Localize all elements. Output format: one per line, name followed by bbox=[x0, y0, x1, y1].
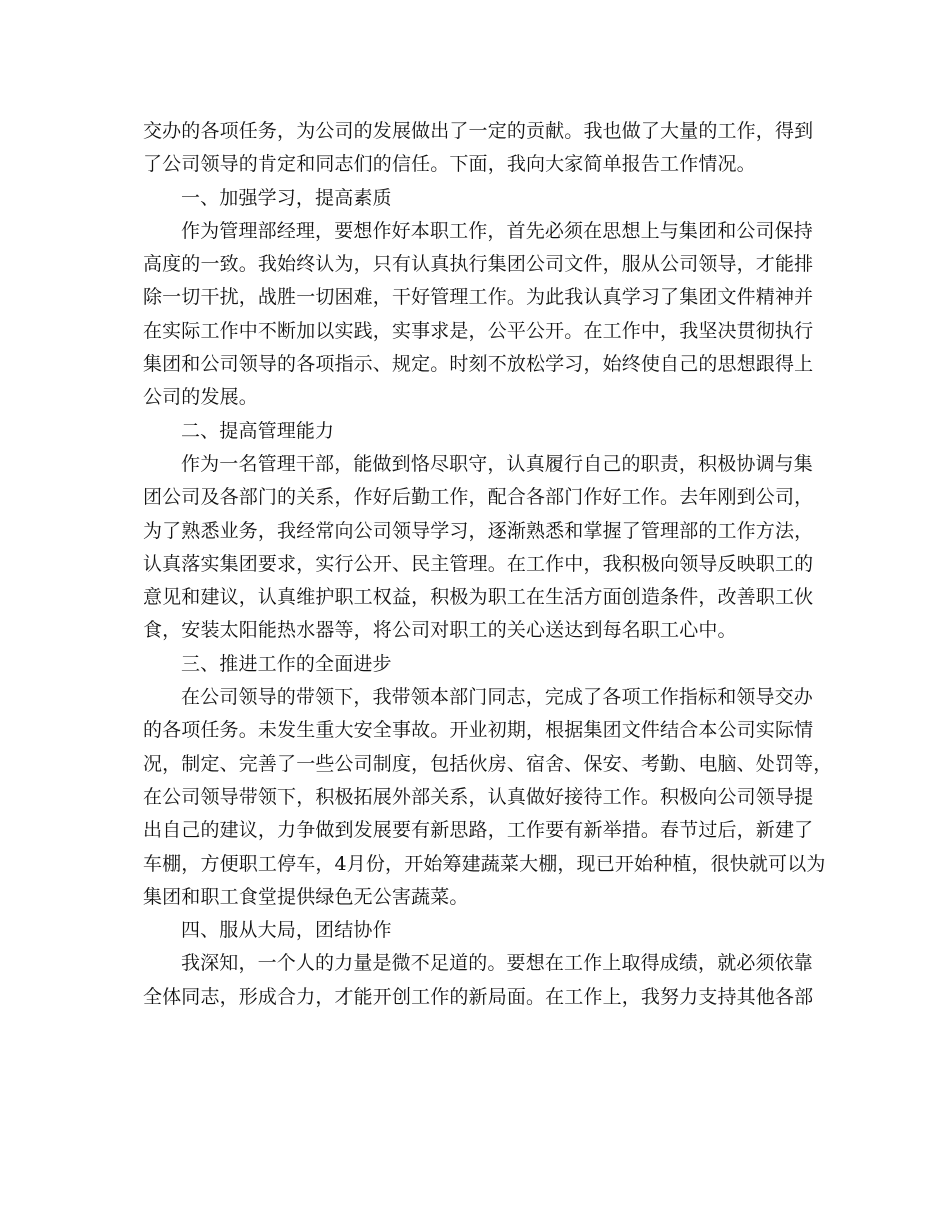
text-line: 意见和建议，认真维护职工权益，积极为职工在生活方面创造条件，改善职工伙 bbox=[143, 586, 814, 609]
body-paragraph bbox=[143, 448, 814, 648]
text-line: 况，制定、完善了一些公司制度，包括伙房、宿舍、保安、考勤、电脑、处罚等， bbox=[143, 752, 833, 775]
text-line: 出自己的建议，力争做到发展要有新思路，工作要有新举措。春节过后，新建了 bbox=[143, 819, 814, 842]
text-line: 全体同志，形成合力，才能开创工作的新局面。在工作上，我努力支持其他各部 bbox=[143, 985, 814, 1008]
text-line: 在公司领导带领下，积极拓展外部关系，认真做好接待工作。积极向公司领导提 bbox=[143, 785, 814, 808]
text-line: 四、服从大局，团结协作 bbox=[181, 919, 392, 942]
body-paragraph bbox=[143, 681, 833, 914]
text-line: 一、加强学习，提高素质 bbox=[181, 186, 392, 209]
text-line: 公司的发展。 bbox=[143, 386, 258, 409]
text-line: 高度的一致。我始终认为，只有认真执行集团公司文件，服从公司领导，才能排 bbox=[143, 253, 814, 276]
text-line: 在公司领导的带领下，我带领本部门同志，完成了各项工作指标和领导交办 bbox=[181, 686, 813, 709]
text-line: 三、推进工作的全面进步 bbox=[181, 652, 392, 675]
section-heading bbox=[143, 415, 811, 448]
text-line: 在实际工作中不断加以实践，实事求是，公平公开。在工作中，我坚决贯彻执行 bbox=[143, 319, 814, 342]
section-heading bbox=[143, 914, 811, 947]
text-line: 集团和公司领导的各项指示、规定。时刻不放松学习，始终使自己的思想跟得上 bbox=[143, 353, 814, 376]
section-heading bbox=[143, 182, 811, 215]
text-line: 为了熟悉业务，我经常向公司领导学习，逐渐熟悉和掌握了管理部的工作方法， bbox=[143, 519, 814, 542]
text-line: 作为管理部经理，要想作好本职工作，首先必须在思想上与集团和公司保持 bbox=[181, 219, 813, 242]
section-heading bbox=[143, 648, 811, 681]
text-line: 团公司及各部门的关系，作好后勤工作，配合各部门作好工作。去年刚到公司， bbox=[143, 486, 814, 509]
body-paragraph bbox=[143, 115, 814, 182]
body-paragraph bbox=[143, 947, 814, 1014]
body-paragraph bbox=[143, 215, 814, 415]
text-line: 集团和职工食堂提供绿色无公害蔬菜。 bbox=[143, 885, 469, 908]
text-line: 除一切干扰，战胜一切困难，干好管理工作。为此我认真学习了集团文件精神并 bbox=[143, 286, 814, 309]
text-line: 食，安装太阳能热水器等，将公司对职工的关心送达到每名职工心中。 bbox=[143, 619, 737, 642]
text-line: 认真落实集团要求，实行公开、民主管理。在工作中，我积极向领导反映职工的 bbox=[143, 552, 814, 575]
text-line: 了公司领导的肯定和同志们的信任。下面，我向大家简单报告工作情况。 bbox=[143, 153, 756, 176]
document-body bbox=[143, 115, 833, 1014]
text-line: 作为一名管理干部，能做到恪尽职守，认真履行自己的职责，积极协调与集 bbox=[181, 452, 813, 475]
text-line: 我深知，一个人的力量是微不足道的。要想在工作上取得成绩，就必须依靠 bbox=[181, 952, 813, 975]
text-line: 车棚，方便职工停车，4月份，开始筹建蔬菜大棚，现已开始种植，很快就可以为 bbox=[143, 852, 826, 875]
text-line: 交办的各项任务，为公司的发展做出了一定的贡献。我也做了大量的工作，得到 bbox=[143, 120, 814, 142]
text-line: 的各项任务。未发生重大安全事故。开业初期，根据集团文件结合本公司实际情 bbox=[143, 719, 814, 742]
text-line: 二、提高管理能力 bbox=[181, 419, 335, 442]
